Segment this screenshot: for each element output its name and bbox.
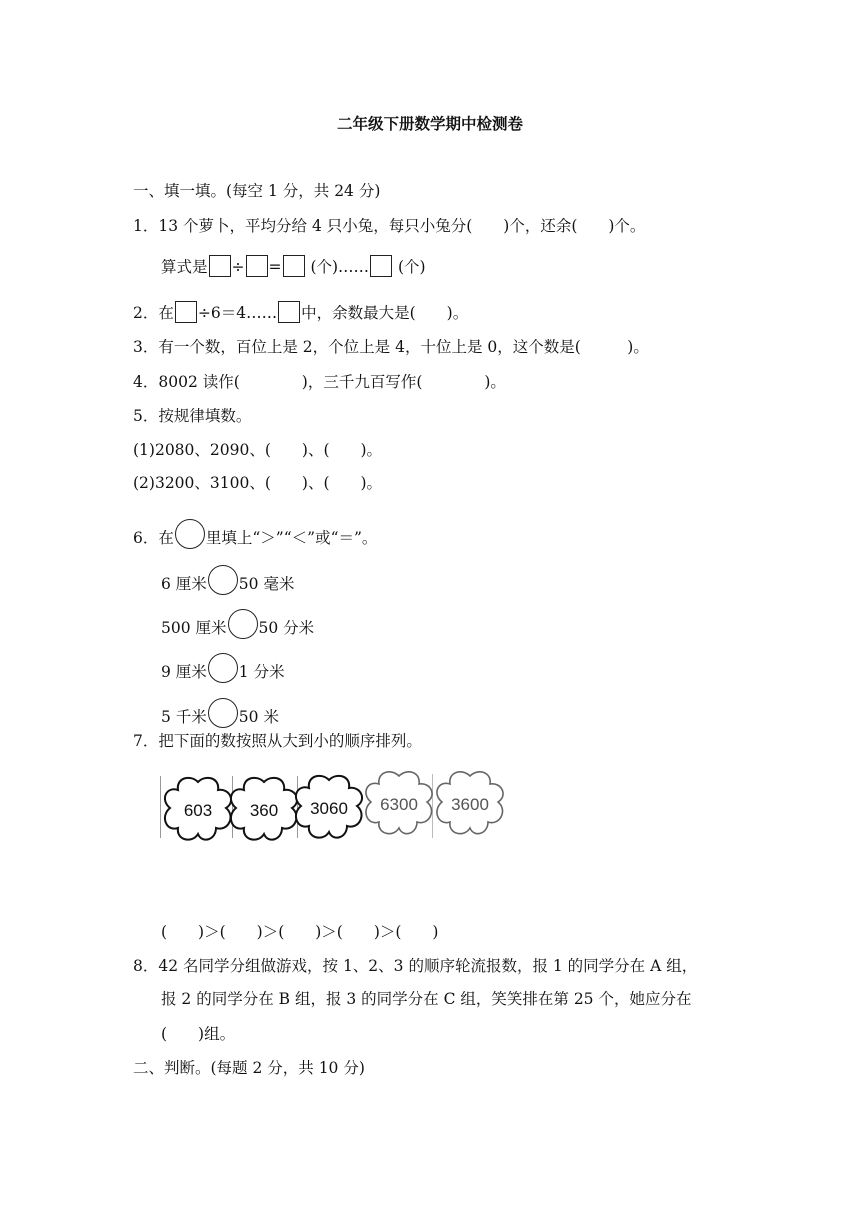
- flower-number: 3060: [310, 799, 348, 818]
- compare-item: [161, 698, 279, 728]
- section2-heading: 二、判断。(每题 2 分，共 10 分): [133, 1059, 365, 1077]
- question-5-sub-1: (1)2080、2090、( )、( )。: [133, 441, 383, 459]
- flower-number-cards: [160, 766, 510, 840]
- compare-circle[interactable]: [228, 609, 258, 639]
- flower-card: [363, 766, 435, 838]
- flower-number: 360: [249, 801, 279, 820]
- compare-right: 50 分米: [258, 619, 315, 637]
- circle-blank: [175, 519, 205, 549]
- answer-box[interactable]: [246, 255, 268, 277]
- answer-box[interactable]: [175, 301, 197, 323]
- question-5-sub-2: (2)3200、3100、( )、( )。: [133, 474, 383, 492]
- compare-right: 50 毫米: [238, 575, 295, 593]
- flower-number: 603: [183, 801, 213, 820]
- question-3: 3．有一个数，百位上是 2，个位上是 4，十位上是 0，这个数是( )。: [133, 338, 649, 356]
- flower-card: [293, 770, 365, 842]
- compare-left: 500 厘米: [161, 619, 227, 637]
- compare-item: [161, 653, 285, 683]
- question-7-answer: ( )＞( )＞( )＞( )＞( ): [161, 923, 439, 941]
- flower-number: 6300: [380, 795, 418, 814]
- question-2: [133, 301, 468, 323]
- question-6-suffix: 里填上“＞”“＜”或“＝”。: [205, 529, 378, 547]
- question-8-line-1: 8．42 名同学分组做游戏，按 1、2、3 的顺序轮流报数，报 1 的同学分在 A 组，: [133, 957, 698, 975]
- question-1-formula: [161, 255, 426, 277]
- answer-box[interactable]: [370, 255, 392, 277]
- unit-label: (个): [393, 258, 426, 276]
- compare-circle[interactable]: [208, 698, 238, 728]
- compare-right: 1 分米: [238, 663, 285, 681]
- answer-box[interactable]: [283, 255, 305, 277]
- compare-circle[interactable]: [208, 565, 238, 595]
- compare-left: 5 千米: [161, 708, 207, 726]
- unit-label: (个)……: [305, 258, 370, 276]
- question-6-prefix: 6．在: [133, 529, 174, 547]
- question-2-prefix: 2．在: [133, 304, 174, 322]
- question-2-middle: ÷6＝4……: [197, 304, 278, 322]
- equals-sign: =: [268, 258, 282, 276]
- compare-circle[interactable]: [208, 653, 238, 683]
- card-divider: [160, 776, 161, 838]
- section1-heading: 一、填一填。(每空 1 分，共 24 分): [133, 182, 381, 200]
- question-8-line-3: ( )组。: [161, 1025, 236, 1043]
- question-6: [133, 519, 377, 549]
- formula-prefix: 算式是: [161, 258, 208, 276]
- compare-left: 9 厘米: [161, 663, 207, 681]
- compare-right: 50 米: [238, 708, 279, 726]
- flower-number: 3600: [451, 795, 489, 814]
- answer-box[interactable]: [209, 255, 231, 277]
- question-7: 7．把下面的数按照从大到小的顺序排列。: [133, 732, 422, 750]
- question-5: 5．按规律填数。: [133, 407, 252, 425]
- answer-box[interactable]: [278, 301, 300, 323]
- divide-sign: ÷: [231, 258, 245, 276]
- question-4: 4．8002 读作( )，三千九百写作( )。: [133, 373, 506, 391]
- question-1: 1．13 个萝卜，平均分给 4 只小兔，每只小兔分( )个，还余( )个。: [133, 217, 646, 235]
- flower-card: [228, 772, 300, 844]
- flower-card: [434, 766, 506, 838]
- question-8-line-2: 报 2 的同学分在 B 组，报 3 的同学分在 C 组，笑笑排在第 25 个，她应分在: [161, 990, 692, 1008]
- page-title: 二年级下册数学期中检测卷: [336, 114, 523, 133]
- compare-item: [161, 565, 294, 595]
- compare-item: [161, 609, 314, 639]
- question-2-suffix: 中，余数最大是( )。: [301, 304, 469, 322]
- flower-card: [162, 772, 234, 844]
- compare-left: 6 厘米: [161, 575, 207, 593]
